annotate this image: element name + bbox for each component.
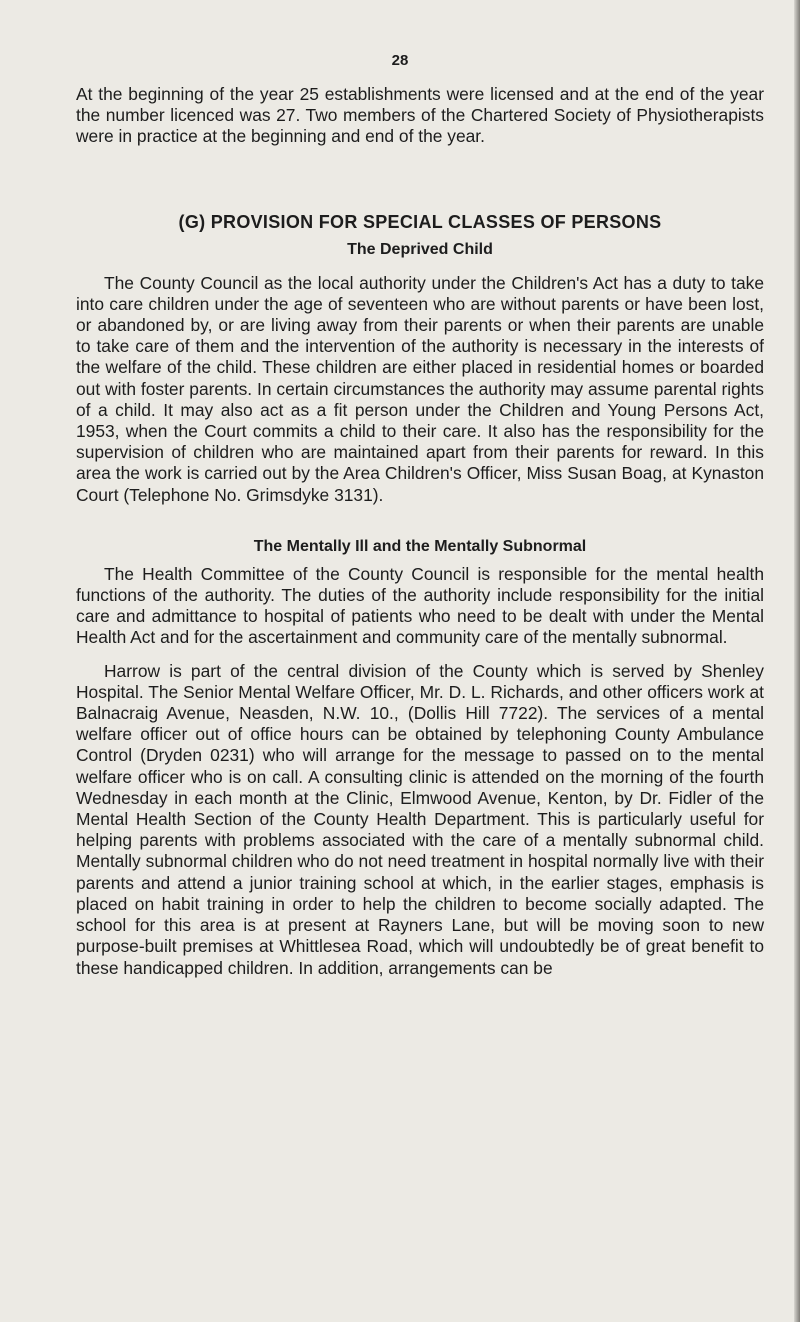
page-edge-shadow (794, 0, 800, 1322)
page-body (76, 84, 764, 979)
section-heading: (G) PROVISION FOR SPECIAL CLASSES OF PERSONS (178, 211, 662, 232)
page-number: 28 (391, 52, 409, 69)
mentally-ill-heading: The Mentally Ill and the Mentally Subnormal (253, 537, 587, 555)
intro-paragraph: At the beginning of the year 25 establishments were licensed and at the end of the year the number licenced was 27. Two members of the Chartered Society of Physiotherapists were in practice at the beginning and end of the year. (76, 84, 764, 147)
deprived-child-paragraph: The County Council as the local authority under the Children's Act has a duty to take into care children under the age of seventeen who are without parents or have been lost, or abandoned by, or are living away from their parents or when their parents are unable to take care of them and the intervention of the authority is necessary in the interests of the welfare of the child. These children are either placed in residential homes or boarded out with foster parents. In certain circumstances the authority may assume parental rights of a child. It may also act as a fit person under the Children and Young Persons Act, 1953, when the Court commits a child to their care. It also has the responsibility for the supervision of children who are maintained apart from their parents for reward. In this area the work is carried out by the Area Children's Officer, Miss Susan Boag, at Kynaston Court (Telephone No. Grimsdyke 3131). (76, 272, 764, 505)
deprived-child-heading: The Deprived Child (347, 240, 493, 258)
mentally-ill-paragraph-1: The Health Committee of the County Council is responsible for the mental health functions of the authority. The duties of the authority include responsibility for the initial care and admittance to hospital of patients who need to be dealt with under the Mental Health Act and for the ascertainment and community care of the mentally subnormal. (76, 563, 764, 648)
mentally-ill-paragraph-2: Harrow is part of the central division of the County which is served by Shenley Hospital. The Senior Mental Welfare Officer, Mr. D. L. Richards, and other officers work at Balnacraig Avenue, Neasden, N.W. 10., (Dollis Hill 7722). The services of a mental welfare officer out of office hours can be obtained by telephoning County Ambulance Control (Dryden 0231) who will arrange for the message to passed on to the mental welfare officer who is on call. A consulting clinic is attended on the morning of the fourth Wednesday in each month at the Clinic, Elmwood Avenue, Kenton, by Dr. Fidler of the Mental Health Section of the County Health Department. This is particularly useful for helping parents with problems associated with the care of a mentally subnormal child. Mentally subnormal children who do not need treatment in hospital normally live with their parents and attend a junior training school at which, in the earlier stages, emphasis is placed on habit training in order to help the children to become socially adapted. The school for this area is at present at Rayners Lane, but will be moving soon to new purpose-built premises at Whittlesea Road, which will undoubtedly be of great benefit to these handicapped children. In addition, arrangements can be (76, 660, 764, 978)
